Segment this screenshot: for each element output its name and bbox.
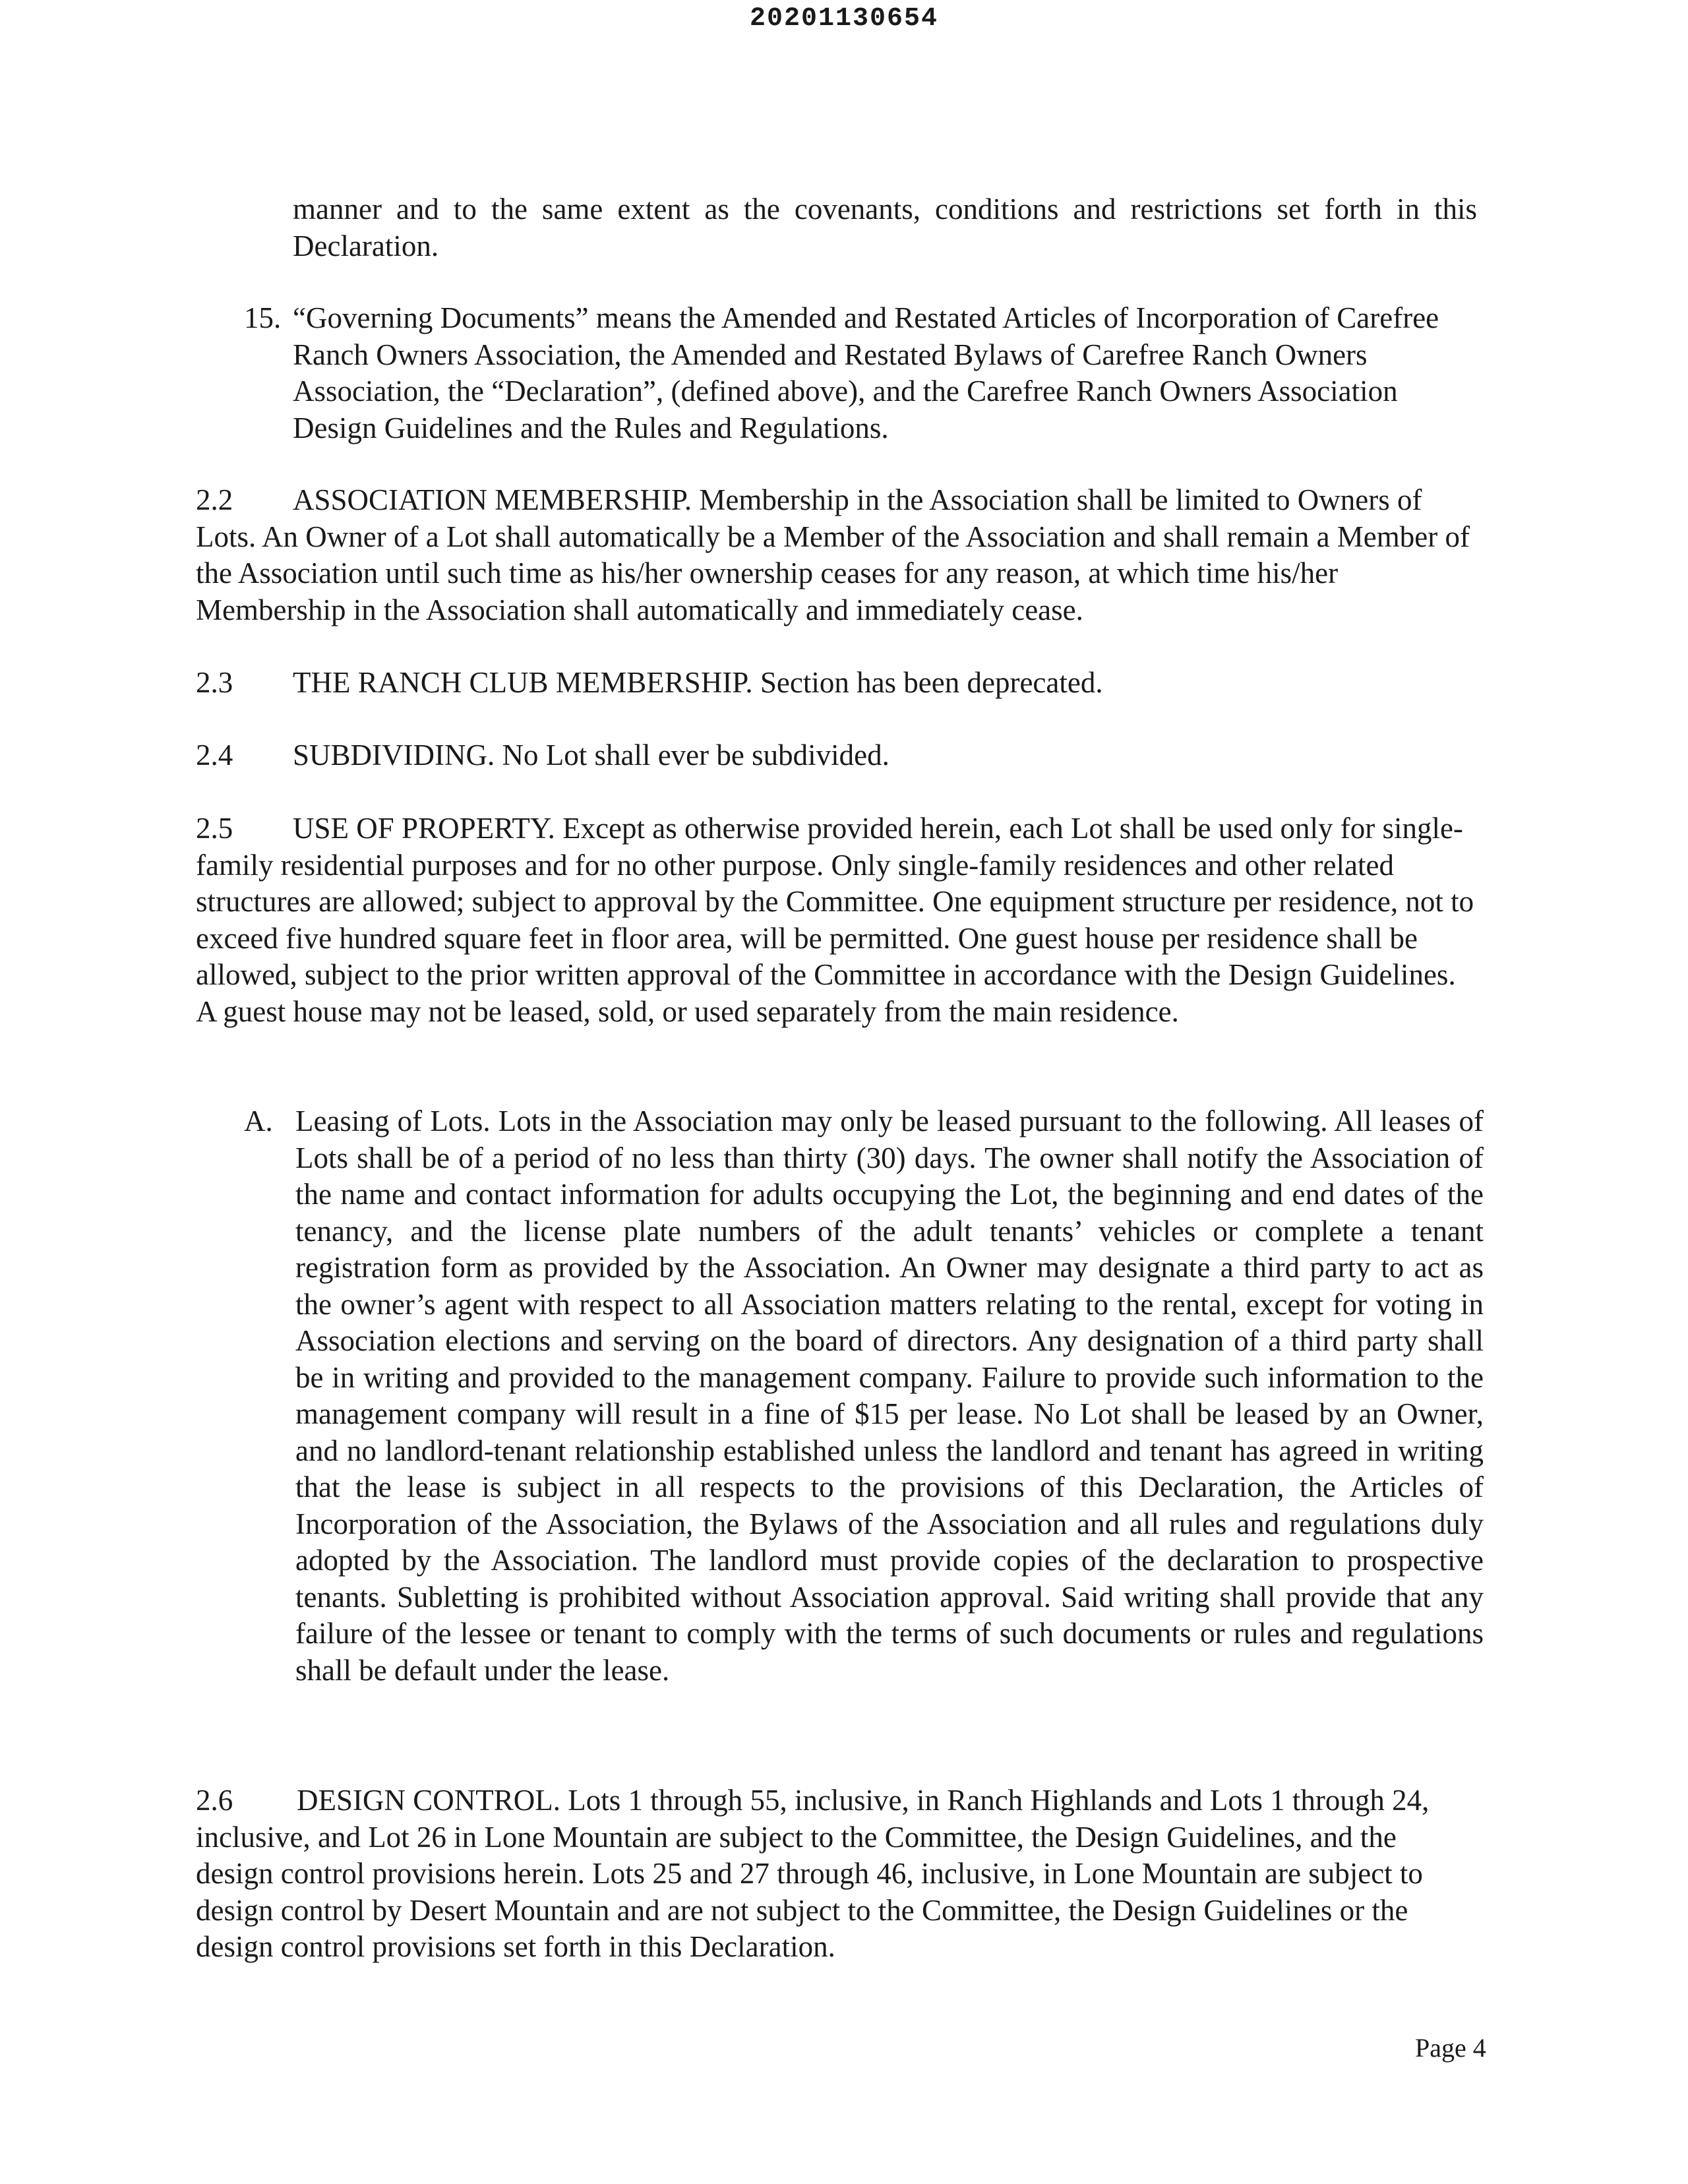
section-number: 2.2 <box>196 483 233 516</box>
section-text: Lots 1 through 55, inclusive, in Ranch Highlands and Lots 1 through 24, inclusive, and Lot 26 in Lone Mountain are subject to the Committee, the Design Guidelines, and the design control provisions herein. Lots 25 and 27 through 46, inclusive, in Lone Mountain are subject to design control by Desert Mountain and are not subject to the Committee, the Design Guidelines or the design control provisions set forth in this Declaration. <box>196 1784 1430 1963</box>
section-number: 2.3 <box>196 666 233 699</box>
continuation-paragraph: manner and to the same extent as the covenants, conditions and restrictions set forth in this Declaration. <box>293 193 1477 262</box>
section-paragraph <box>196 482 1477 628</box>
section-number: 2.4 <box>196 739 233 772</box>
document-number: 20201130654 <box>749 4 939 34</box>
section-text: No Lot shall ever be subdivided. <box>502 739 889 772</box>
page-number: Page 4 <box>1415 2033 1486 2063</box>
section-paragraph <box>196 1782 1477 1966</box>
section-paragraph <box>196 665 1477 702</box>
list-item-text: “Governing Documents” means the Amended and Restated Articles of Incorporation of Carefree Ranch Owners Association, the Amended and Restated Bylaws of Carefree Ranch Owners Association, the “Declaration”, (defined above), and the Carefree Ranch Owners Association Design Guidelines and the Rules and Regulations. <box>293 301 1439 444</box>
section-paragraph <box>196 810 1477 1030</box>
section-heading: THE RANCH CLUB MEMBERSHIP. <box>293 666 753 699</box>
subsection-text: Leasing of Lots. Lots in the Association may only be leased pursuant to the following. All leases of Lots shall be of a period of no less than thirty (30) days. The owner shall notify the Association of the name and contact information for adults occupying the Lot, the beginning and end dates of the tenancy, and the license plate numbers of the adult tenants’ vehicles or complete a tenant registration form as provided by the Association. An Owner may designate a third party to act as the owner’s agent with respect to all Association matters relating to the rental, except for voting in Association elections and serving on the board of directors. Any designation of a third party shall be in writing and provided to the management company. Failure to provide such information to the management company will result in a fine of $15 per lease. No Lot shall be leased by an Owner, and no landlord-tenant relationship established unless the landlord and tenant has agreed in writing that the lease is subject in all respects to the provisions of this Declaration, the Articles of Incorporation of the Association, the Bylaws of the Association and all rules and regulations duly adopted by the Association. The landlord must provide copies of the declaration to prospective tenants. Subletting is prohibited without Association approval. Said writing shall provide that any failure of the lessee or tenant to comply with the terms of such documents or rules and regulations shall be default under the lease. <box>295 1105 1484 1687</box>
subsection-letter: A. <box>244 1105 273 1138</box>
section-heading: DESIGN CONTROL. <box>297 1784 560 1817</box>
section-heading: SUBDIVIDING. <box>293 739 495 772</box>
section-text: Section has been deprecated. <box>760 666 1103 699</box>
section-heading: USE OF PROPERTY. <box>293 812 555 845</box>
section-text: Membership in the Association shall be limited to Owners of Lots. An Owner of a Lot shall automatically be a Member of the Association and shall remain a Member of the Association until such time as his/her ownership ceases for any reason, at which time his/her Membership in the Association shall automatically and immediately cease. <box>196 483 1470 626</box>
section-heading: ASSOCIATION MEMBERSHIP. <box>293 483 692 516</box>
section-paragraph <box>196 737 1477 774</box>
section-number: 2.6 <box>196 1784 233 1817</box>
section-number: 2.5 <box>196 812 233 845</box>
section-text: Except as otherwise provided herein, each Lot shall be used only for single-family residential purposes and for no other purpose. Only single-family residences and other related structures are allowed; subject to approval by the Committee. One equipment structure per residence, not to exceed five hundred square feet in floor area, will be permitted. One guest house per residence shall be allowed, subject to the prior written approval of the Committee in accordance with the Design Guidelines. A guest house may not be leased, sold, or used separately from the main residence. <box>196 812 1474 1028</box>
list-item-number: 15. <box>244 301 282 334</box>
